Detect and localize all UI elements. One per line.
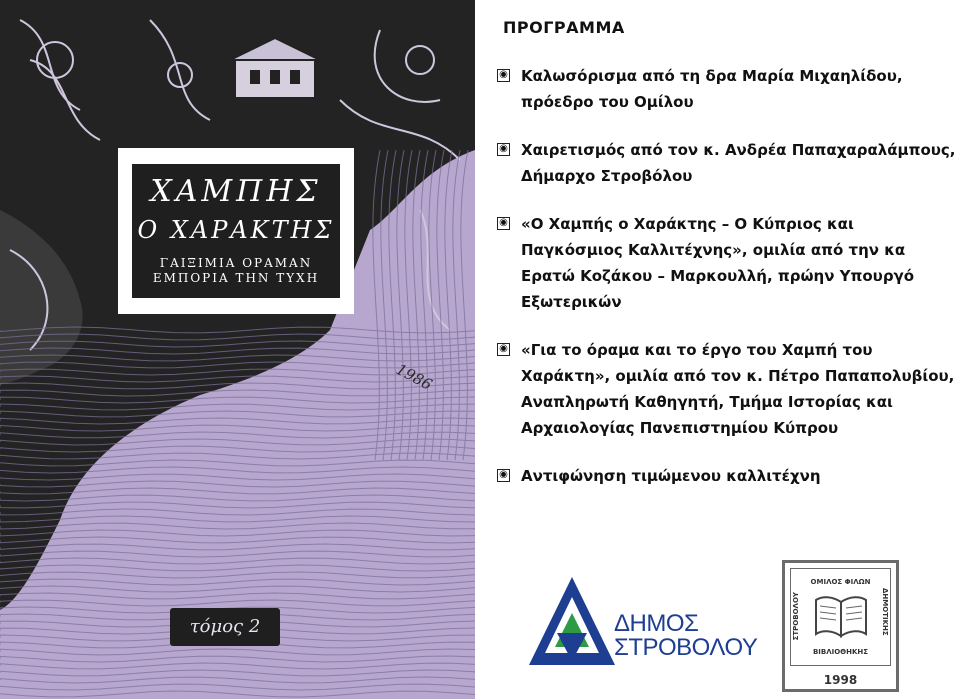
woodcut-line <box>0 544 475 550</box>
program-section <box>497 18 957 511</box>
library-logo-top-text: ΟΜΙΛΟΣ ΦΙΛΩΝ <box>810 578 871 586</box>
dimos-line2: ΣΤΡΟΒΟΛΟΥ <box>614 634 758 661</box>
spiral-bullet-icon: ◉ <box>497 343 510 356</box>
library-logo-right-text: ΔΗΜΟΤΙΚΗΣ <box>881 588 889 636</box>
woodcut-line <box>0 558 475 564</box>
program-item-text: Αντιφώνηση τιμώμενου καλλιτέχνη <box>521 467 821 485</box>
cover-title-line1: ΧΑΜΠΗΣ <box>150 174 322 209</box>
program-item-text: «Ο Χαμπής ο Χαράκτης – Ο Κύπριος και Παγκόσμιος Καλλιτέχνης», ομιλία από την κα Ερατώ Κοζάκου – Μαρκουλλή, πρώην Υπουργό Εξωτερικών <box>521 215 915 311</box>
library-logo-left-text: ΣΤΡΟΒΟΛΟΥ <box>792 592 800 641</box>
woodcut-line <box>0 516 475 522</box>
library-friends-logo <box>782 560 899 692</box>
program-title: ΠΡΟΓΡΑΜΜΑ <box>503 18 625 37</box>
cover-subtitle-line1: ΓΑΙΞΙΜΙΑ ΟΡΑΜΑΝ <box>159 256 313 270</box>
open-book-icon <box>814 594 868 638</box>
spiral-bullet-icon: ◉ <box>497 217 510 230</box>
woodcut-line <box>0 656 475 662</box>
woodcut-line <box>0 586 475 592</box>
woodcut-line <box>0 579 475 585</box>
woodcut-line <box>0 502 475 508</box>
library-logo-year: 1998 <box>823 673 858 687</box>
program-item-text: Χαιρετισμός από τον κ. Ανδρέα Παπαχαραλάμπους, Δήμαρχο Στροβόλου <box>521 141 956 185</box>
cover-title-label <box>118 148 354 314</box>
woodcut-line <box>453 150 460 460</box>
woodcut-line <box>0 509 475 515</box>
woodcut-line <box>0 530 475 536</box>
library-logo-bottom-text: ΒΙΒΛΙΟΘΗΚΗΣ <box>812 648 869 656</box>
program-item-text: «Για το όραμα και το έργο του Χαμπή του Χαράκτη», ομιλία από τον κ. Πέτρο Παπαπολυβίου, Αναπληρωτή Καθηγητή, Τμήμα Ιστορίας και Αρχαιολογίας Πανεπιστημίου Κύπρου <box>521 341 955 437</box>
woodcut-line <box>0 565 475 571</box>
spiral-bullet-icon: ◉ <box>497 69 510 82</box>
woodcut-line <box>0 495 475 501</box>
program-item <box>497 211 957 315</box>
dimos-strovolou-text <box>614 612 757 660</box>
woodcut-line <box>461 150 468 460</box>
woodcut-line <box>0 551 475 557</box>
spiral-bullet-icon: ◉ <box>497 143 510 156</box>
woodcut-line <box>437 150 444 460</box>
program-item-text: Καλωσόρισμα από τη δρα Μαρία Μιχαηλίδου, πρόεδρο του Ομίλου <box>521 67 903 111</box>
woodcut-line <box>0 523 475 529</box>
cover-subtitle-line2: ΕΜΠΟΡΙΑ ΤΗΝ ΤΥΧΗ <box>152 271 320 285</box>
woodcut-line <box>0 663 475 669</box>
woodcut-pattern <box>0 0 475 699</box>
woodcut-line <box>0 593 475 599</box>
woodcut-line <box>0 537 475 543</box>
triangle-emblem-icon <box>527 573 617 669</box>
woodcut-line <box>0 691 475 697</box>
woodcut-line <box>413 150 420 460</box>
program-item <box>497 63 957 115</box>
cover-subtitle <box>132 256 340 286</box>
woodcut-line <box>0 649 475 655</box>
program-item <box>497 137 957 189</box>
woodcut-line <box>0 600 475 606</box>
artist-signature-year: 1986 <box>393 360 436 394</box>
book-cover-artwork <box>0 0 475 699</box>
dimos-line1: ΔΗΜΟΣ <box>614 610 699 637</box>
volume-label: τόμος 2 <box>170 608 280 646</box>
program-item <box>497 463 957 489</box>
woodcut-line <box>0 572 475 578</box>
program-item <box>497 337 957 441</box>
woodcut-line <box>421 150 428 460</box>
spiral-bullet-icon: ◉ <box>497 469 510 482</box>
woodcut-line <box>0 684 475 690</box>
cover-title-panel <box>132 164 340 298</box>
woodcut-line <box>0 677 475 683</box>
cover-title-line2: Ο ΧΑΡΑΚΤΗΣ <box>137 216 335 244</box>
woodcut-line <box>0 670 475 676</box>
woodcut-line <box>445 150 452 460</box>
